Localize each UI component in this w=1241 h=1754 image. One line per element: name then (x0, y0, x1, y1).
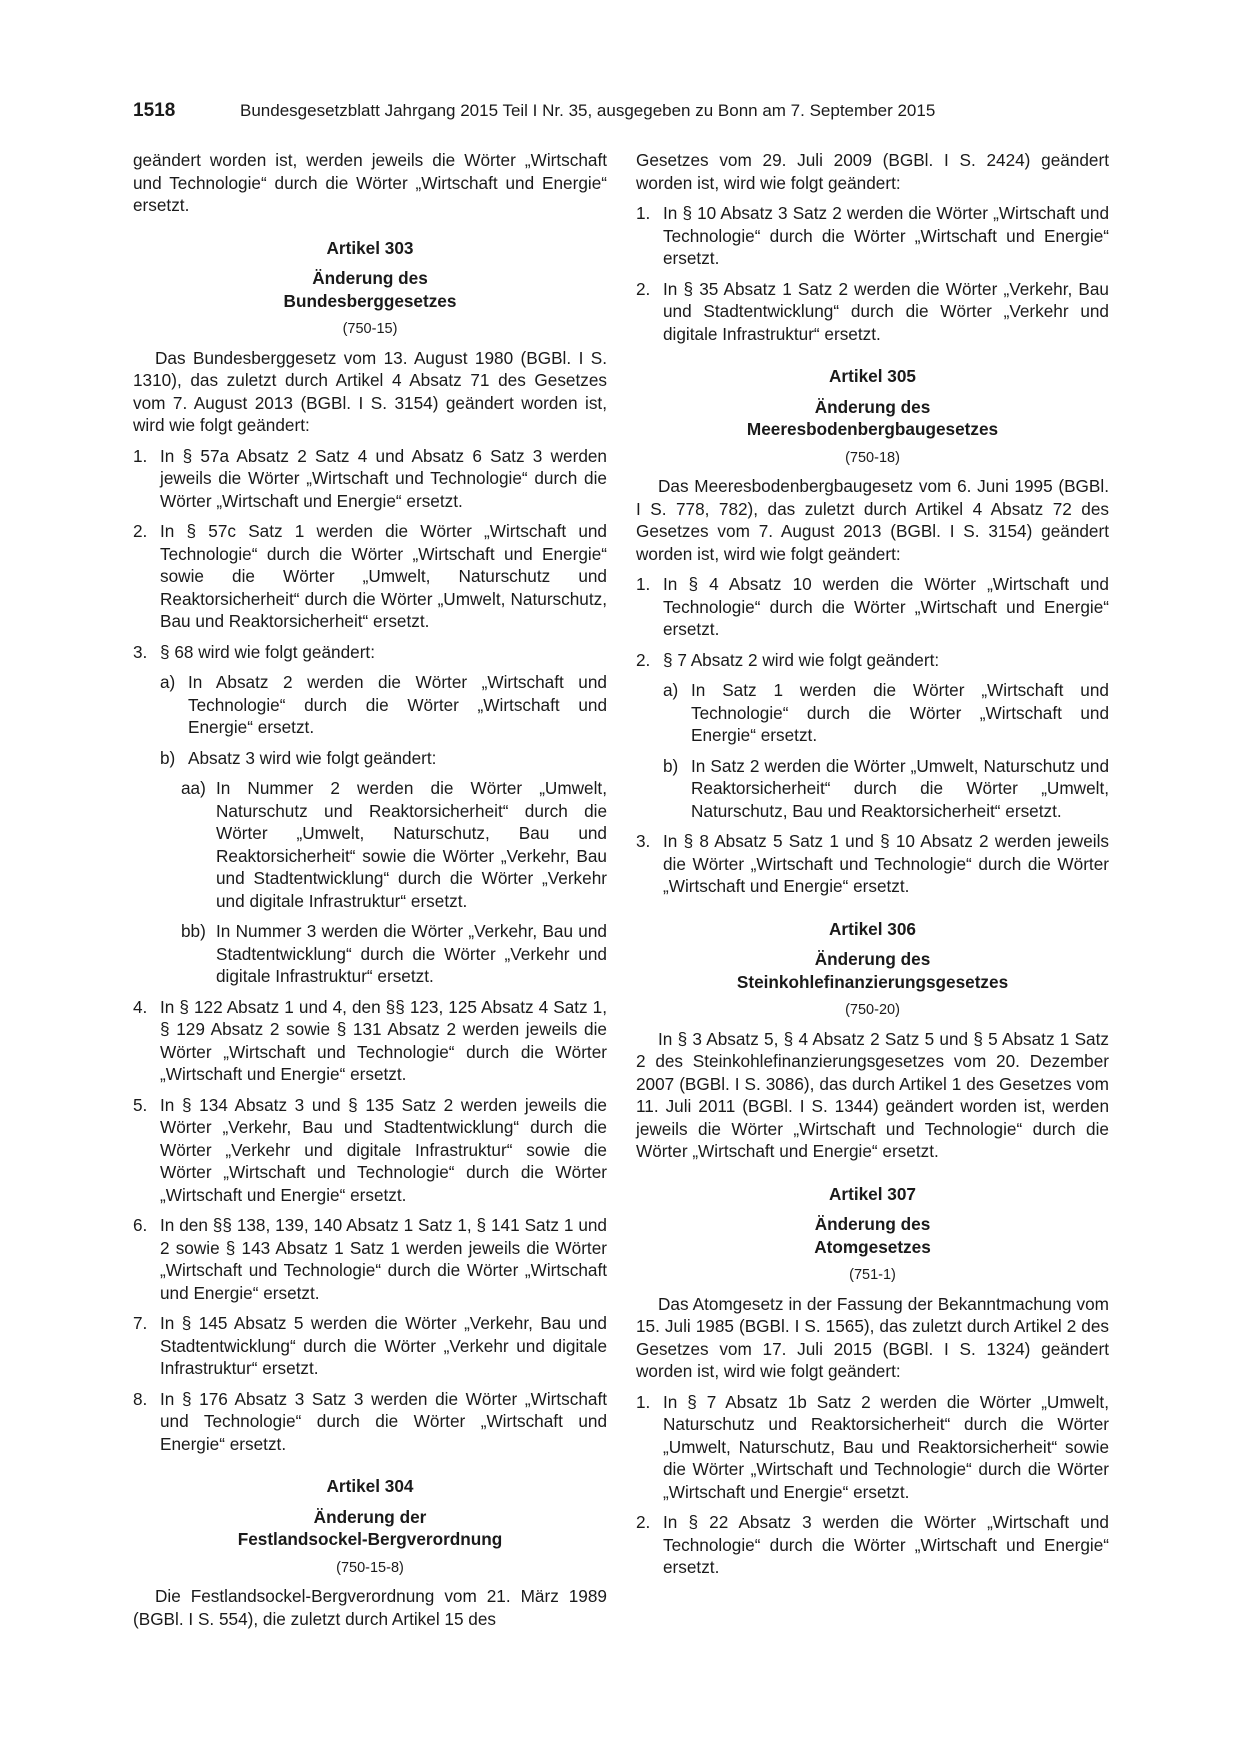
right-column (636, 149, 1109, 1587)
list-text: Absatz 3 wird wie folgt geändert: (188, 747, 437, 768)
list-number: 1. (636, 574, 651, 594)
list-text: In § 10 Absatz 3 Satz 2 werden die Wörter „Wirtschaft und Technologie“ durch die Wörter „Wirtschaft und Energie“ ersetzt. (663, 203, 1109, 268)
list-text: In § 57a Absatz 2 Satz 4 und Absatz 6 Satz 3 werden jeweils die Wörter „Wirtschaft und Technologie“ durch die Wörter „Wirtschaft und Energie“ ersetzt. (160, 445, 607, 511)
list-text: In § 8 Absatz 5 Satz 1 und § 10 Absatz 2 werden jeweils die Wörter „Wirtschaft und Technologie“ durch die Wörter „Wirtschaft und Energie“ ersetzt. (663, 831, 1109, 896)
list-number: 7. (133, 1313, 148, 1333)
list-item (636, 1391, 1109, 1504)
list-number: 2. (133, 521, 148, 541)
list-text: In § 7 Absatz 1b Satz 2 werden die Wörter „Umwelt, Naturschutz und Reaktorsicherheit“ durch die Wörter „Umwelt, Naturschutz, Bau und Reaktorsicherheit“ sowie die Wörter „Wirtschaft und Technologie“ durch die Wörter „Wirtschaft und Energie“ ersetzt. (663, 1391, 1109, 1502)
list-number: 6. (133, 1215, 148, 1235)
list-item (133, 996, 607, 1086)
list-item (133, 671, 607, 739)
header-title: Bundesgesetzblatt Jahrgang 2015 Teil I Nr. 35, ausgegeben zu Bonn am 7. September 2015 (240, 101, 936, 120)
page-number: 1518 (133, 100, 176, 121)
paragraph: In § 3 Absatz 5, § 4 Absatz 2 Satz 5 und § 5 Absatz 1 Satz 2 des Steinkohlefinanzierungsgesetzes vom 20. Dezember 2007 (BGBl. I S. 3086), das durch Artikel 1 des Gesetzes vom 11. Juli 2011 (BGBl. I S. 1344) geändert worden ist, werden jeweils die Wörter „Wirtschaft und Technologie“ durch die Wörter „Wirtschaft und Energie“ ersetzt. (636, 1028, 1109, 1161)
paragraph: Gesetzes vom 29. Juli 2009 (BGBl. I S. 2424) geändert worden ist, wird wie folgt geändert: (636, 150, 1109, 193)
article-heading: Änderung des (312, 268, 428, 288)
list-text: In Nummer 2 werden die Wörter „Umwelt, Naturschutz und Reaktorsicherheit“ durch die Wörter „Umwelt, Naturschutz, Bau und Reaktorsicherheit“ sowie die Wörter „Verkehr, Bau und Stadtentwicklung“ durch die Wörter „Verkehr und digitale Infrastruktur“ ersetzt. (216, 778, 607, 911)
list-number: 2. (636, 278, 651, 299)
article-heading: Änderung des (814, 949, 931, 969)
article-heading: Änderung des (814, 1214, 931, 1234)
list-text: § 7 Absatz 2 wird wie folgt geändert: (663, 649, 940, 670)
article-heading: Meeresbodenbergbaugesetzes (746, 419, 999, 439)
list-letter: b) (663, 755, 679, 776)
list-item (133, 520, 607, 633)
article-reference: (750-18) (845, 449, 900, 466)
list-text: In § 22 Absatz 3 werden die Wörter „Wirtschaft und Technologie“ durch die Wörter „Wirtschaft und Energie“ ersetzt. (663, 1512, 1109, 1577)
article-reference: (751-1) (849, 1267, 896, 1283)
article-title: Artikel 306 (829, 918, 916, 939)
list-text: In § 122 Absatz 1 und 4, den §§ 123, 125 Absatz 4 Satz 1, § 129 Absatz 2 sowie § 131 Absatz 2 werden jeweils die Wörter „Wirtschaft und Technologie“ durch die Wörter „Wirtschaft und Energie“ ersetzt. (160, 996, 607, 1084)
list-item (133, 1214, 607, 1304)
list-number: 3. (133, 641, 148, 662)
list-letter: a) (160, 672, 176, 692)
list-item (636, 278, 1109, 346)
article-heading: Festlandsockel-Bergverordnung (237, 1529, 503, 1549)
list-item (133, 920, 607, 988)
article-heading: Änderung des (814, 396, 931, 417)
list-item (133, 747, 607, 770)
list-text: In § 176 Absatz 3 Satz 3 werden die Wörter „Wirtschaft und Technologie“ durch die Wörter „Wirtschaft und Energie“ ersetzt. (160, 1388, 607, 1454)
list-item (636, 202, 1109, 270)
list-item (636, 573, 1109, 641)
list-number: 2. (636, 1512, 651, 1532)
list-text: In § 35 Absatz 1 Satz 2 werden die Wörter „Verkehr, Bau und Stadtentwicklung“ durch die Wörter „Verkehr und digitale Infrastruktur“ ersetzt. (663, 278, 1109, 344)
list-text: In Satz 1 werden die Wörter „Wirtschaft und Technologie“ durch die Wörter „Wirtschaft und Energie“ ersetzt. (691, 680, 1109, 745)
list-item (133, 777, 607, 912)
paragraph: Das Bundesberggesetz vom 13. August 1980 (BGBl. I S. 1310), das zuletzt durch Artikel 4 Absatz 71 des Gesetzes vom 7. August 2013 (BGBl. I S. 3154) geändert worden ist, wird wie folgt geändert: (133, 347, 607, 435)
list-number: 2. (636, 649, 651, 670)
list-letter: a) (663, 680, 679, 700)
list-text: In Nummer 3 werden die Wörter „Verkehr, Bau und Stadtentwicklung“ durch die Wörter „Verkehr und digitale Infrastruktur“ ersetzt. (216, 921, 607, 986)
article-title: Artikel 304 (326, 1476, 414, 1496)
list-number: 1. (636, 1391, 651, 1412)
list-text: In Absatz 2 werden die Wörter „Wirtschaft und Technologie“ durch die Wörter „Wirtschaft und Energie“ ersetzt. (188, 672, 607, 737)
article-title: Artikel 303 (326, 237, 414, 258)
list-letter: aa) (181, 778, 206, 798)
article-reference: (750-15) (342, 321, 398, 337)
article-heading: Steinkohlefinanzierungsgesetzes (736, 971, 1009, 992)
list-item (133, 445, 607, 513)
article-heading: Bundesberggesetzes (283, 290, 457, 311)
list-item (133, 1388, 607, 1456)
list-text: In Satz 2 werden die Wörter „Umwelt, Naturschutz und Reaktorsicherheit“ durch die Wörter „Umwelt, Naturschutz, Bau und Reaktorsicherheit“ ersetzt. (691, 755, 1109, 821)
list-letter: bb) (181, 921, 206, 941)
article-title: Artikel 307 (829, 1183, 916, 1204)
list-item (636, 649, 1109, 672)
list-number: 8. (133, 1388, 148, 1409)
list-number: 5. (133, 1094, 148, 1115)
list-letter: b) (160, 747, 176, 768)
list-text: In § 4 Absatz 10 werden die Wörter „Wirtschaft und Technologie“ durch die Wörter „Wirtschaft und Energie“ ersetzt. (663, 574, 1109, 639)
list-item (636, 830, 1109, 898)
article-reference: (750-15-8) (336, 1559, 404, 1576)
page-header (133, 100, 1108, 124)
list-item (636, 1511, 1109, 1579)
list-number: 1. (636, 203, 651, 223)
list-text: In § 134 Absatz 3 und § 135 Satz 2 werden jeweils die Wörter „Verkehr, Bau und Stadtentwicklung“ durch die Wörter „Verkehr und digitale Infrastruktur“ sowie die Wörter „Wirtschaft und Technologie“ durch die Wörter „Wirtschaft und Energie“ ersetzt. (160, 1094, 607, 1205)
paragraph: Das Meeresbodenbergbaugesetz vom 6. Juni 1995 (BGBl. I S. 778, 782), das zuletzt durch Artikel 4 Absatz 72 des Gesetzes vom 7. August 2013 (BGBl. I S. 3154) geändert worden ist, wird wie folgt geändert: (636, 476, 1109, 564)
list-text: In den §§ 138, 139, 140 Absatz 1 Satz 1, § 141 Satz 1 und 2 sowie § 143 Absatz 1 Satz 1 werden jeweils die Wörter „Wirtschaft und Technologie“ durch die Wörter „Wirtschaft und Energie“ ersetzt. (160, 1215, 607, 1303)
left-column (133, 149, 607, 1630)
article-title: Artikel 305 (829, 366, 916, 386)
paragraph: geändert worden ist, werden jeweils die Wörter „Wirtschaft und Technologie“ durch die Wörter „Wirtschaft und Energie“ ersetzt. (133, 150, 607, 215)
list-number: 4. (133, 996, 148, 1017)
article-reference: (750-20) (845, 1002, 900, 1018)
list-text: In § 57c Satz 1 werden die Wörter „Wirtschaft und Technologie“ durch die Wörter „Wirtschaft und Energie“ sowie die Wörter „Umwelt, Naturschutz und Reaktorsicherheit“ durch die Wörter „Umwelt, Naturschutz, Bau und Reaktorsicherheit“ ersetzt. (160, 521, 607, 631)
article-heading: Änderung der (313, 1506, 427, 1527)
list-item (133, 641, 607, 664)
list-text: § 68 wird wie folgt geändert: (160, 641, 375, 662)
list-item (636, 679, 1109, 747)
paragraph: Die Festlandsockel-Bergverordnung vom 21. März 1989 (BGBl. I S. 554), die zuletzt durch Artikel 15 des (133, 1586, 607, 1629)
list-item (133, 1312, 607, 1380)
paragraph: Das Atomgesetz in der Fassung der Bekanntmachung vom 15. Juli 1985 (BGBl. I S. 1565), das zuletzt durch Artikel 2 des Gesetzes vom 17. Juli 2015 (BGBl. I S. 1324) geändert worden ist, wird wie folgt geändert: (636, 1293, 1109, 1381)
list-text: In § 145 Absatz 5 werden die Wörter „Verkehr, Bau und Stadtentwicklung“ durch die Wörter „Verkehr und digitale Infrastruktur“ ersetzt. (160, 1313, 607, 1378)
list-item (133, 1094, 607, 1207)
article-heading: Atomgesetzes (814, 1236, 931, 1257)
list-number: 3. (636, 831, 651, 851)
list-item (636, 755, 1109, 823)
list-number: 1. (133, 445, 148, 466)
